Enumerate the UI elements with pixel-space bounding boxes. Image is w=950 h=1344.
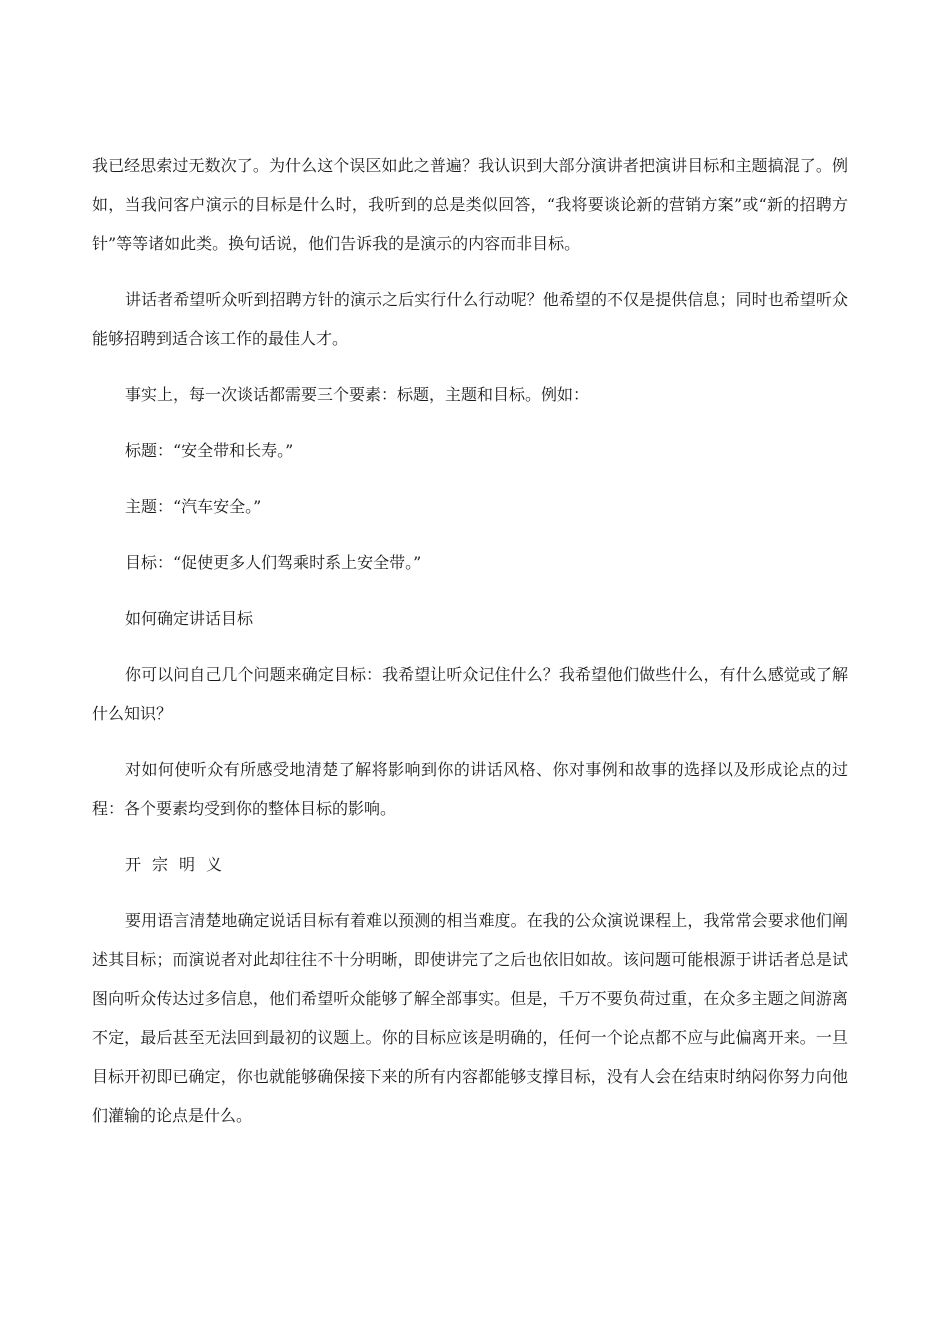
- paragraph-three-elements: 事实上，每一次谈话都需要三个要素：标题，主题和目标。例如：: [125, 385, 590, 404]
- section-heading-get-to-point: 开宗明义: [125, 855, 234, 874]
- example-topic-line: 主题：“汽车安全。”: [125, 497, 262, 516]
- example-goal-line: 目标：“促使更多人们驾乘时系上安全带。”: [125, 553, 422, 572]
- paragraph-misconception: 我已经思索过无数次了。为什么这个误区如此之普遍？我认识到大部分演讲者把演讲目标和主题搞混了。例如，当我问客户演示的目标是什么时，我听到的总是类似回答，“我将要谈论新的营销方案”或“新的招聘方针”等等诸如此类。换句话说，他们告诉我的是演示的内容而非目标。: [92, 156, 848, 253]
- paragraph-speaker-hope: 讲话者希望听众听到招聘方针的演示之后实行什么行动呢？他希望的不仅是提供信息；同时也希望听众能够招聘到适合该工作的最佳人才。: [92, 290, 848, 348]
- section-heading-determine-goal: 如何确定讲话目标: [125, 609, 254, 628]
- paragraph-clear-goal: 要用语言清楚地确定说话目标有着难以预测的相当难度。在我的公众演说课程上，我常常会要求他们阐述其目标；而演说者对此却往往不十分明晰，即使讲完了之后也依旧如故。该问题可能根源于讲话者总是试图向听众传达过多信息，他们希望听众能够了解全部事实。但是，千万不要负荷过重，在众多主题之间游离不定，最后甚至无法回到最初的议题上。你的目标应该是明确的，任何一个论点都不应与此偏离开来。一旦目标开初即已确定，你也就能够确保接下来的所有内容都能够支撑目标，没有人会在结束时纳闷你努力向他们灌输的论点是什么。: [92, 911, 848, 1125]
- example-title-line: 标题：“安全带和长寿。”: [125, 441, 294, 460]
- paragraph-style-influence: 对如何使听众有所感受地清楚了解将影响到你的讲话风格、你对事例和故事的选择以及形成论点的过程：各个要素均受到你的整体目标的影响。: [92, 760, 848, 818]
- document-body: [92, 146, 848, 1152]
- paragraph-ask-questions: 你可以问自己几个问题来确定目标：我希望让听众记住什么？我希望他们做些什么，有什么感觉或了解什么知识？: [92, 665, 848, 723]
